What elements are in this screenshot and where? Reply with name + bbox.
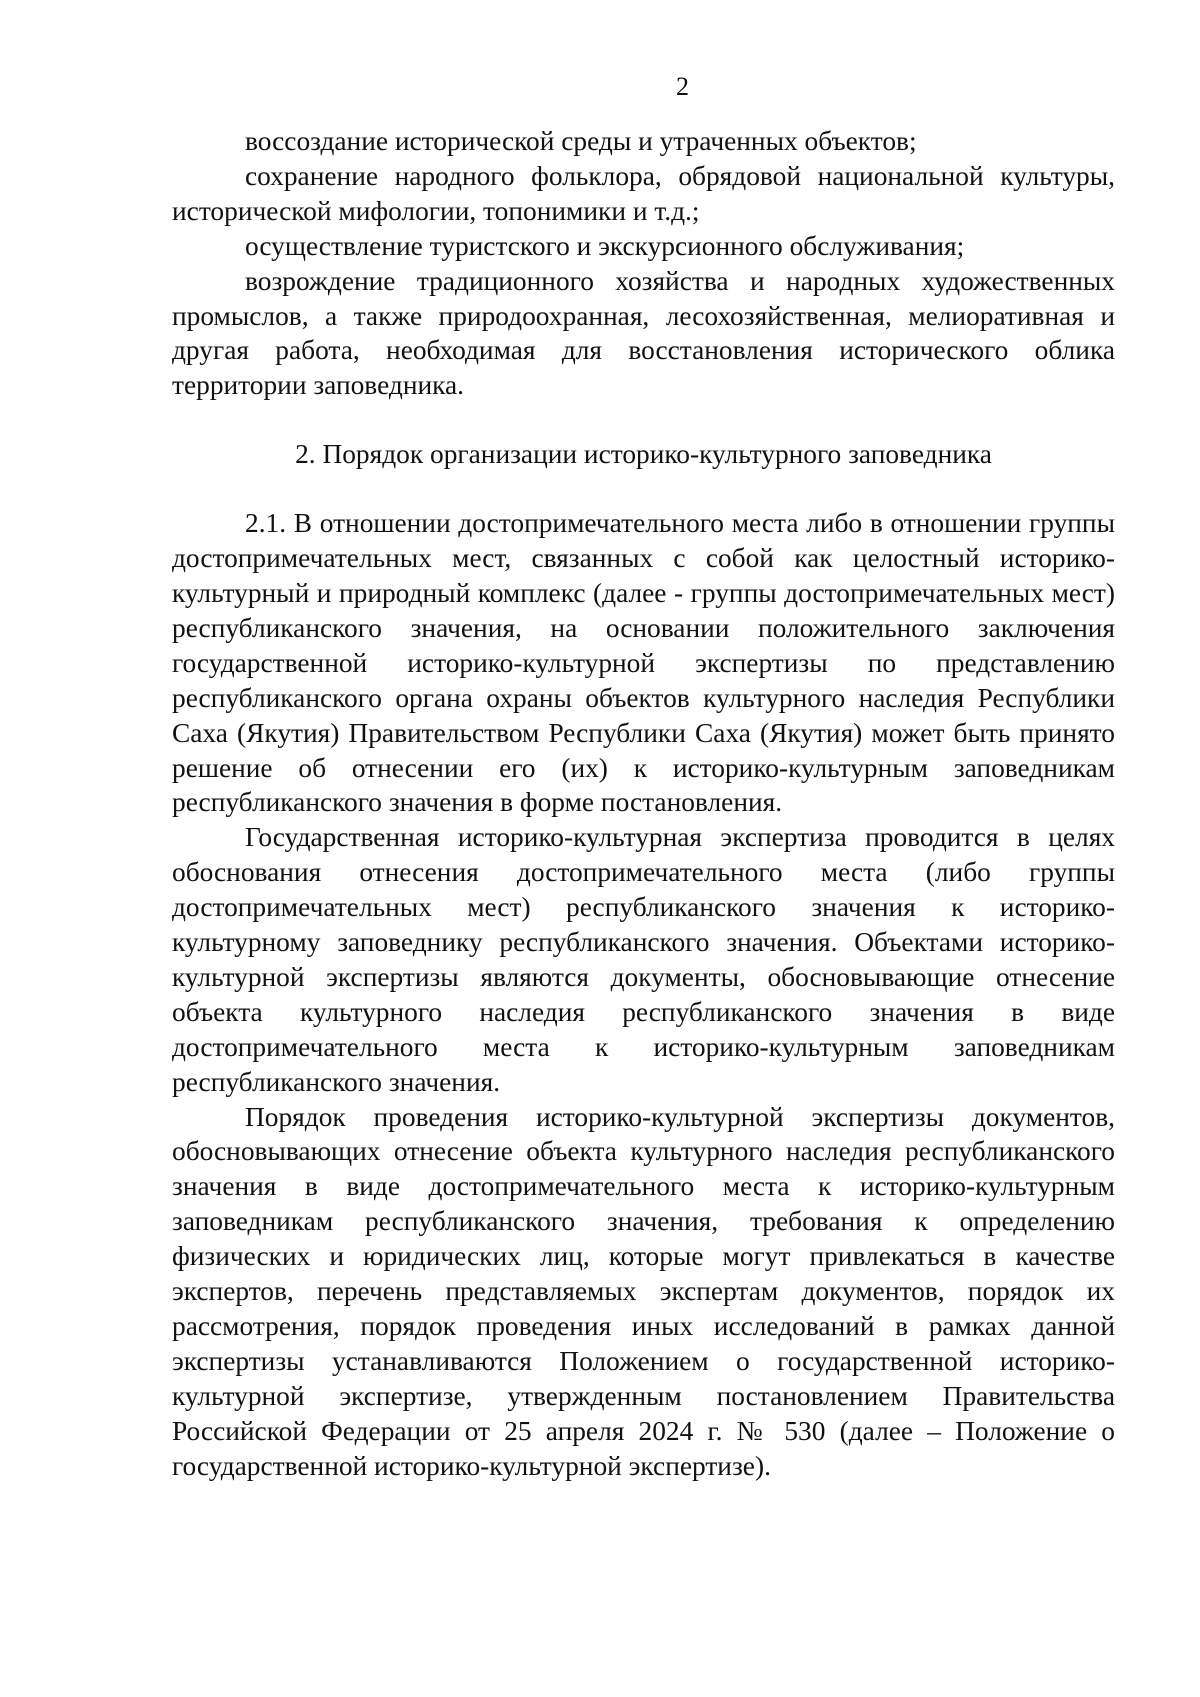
- document-body: [172, 124, 1115, 1484]
- paragraph-revival: возрождение традиционного хозяйства и народных художественных промыслов, а также природоохранная, лесохозяйственная, мелиоративная и другая работа, необходимая для восстановления исторического облика территории заповедника.: [172, 265, 1115, 401]
- paragraph-expertise-procedure: Порядок проведения историко-культурной экспертизы документов, обосновывающих отнесение объекта культурного наследия республиканского значения в виде достопримечательного места к историко-культурным заповедникам республиканского значения, требования к определению физических и юридических лиц, которые могут привлекаться в качестве экспертов, перечень представляемых экспертам документов, порядок их рассмотрения, порядок проведения иных исследований в рамках данной экспертизы устанавливаются Положением о государственной историко-культурной экспертизе, утвержденным постановлением Правительства Российской Федерации от 25 апреля 2024 г. № 530 (далее – Положение о государственной историко-культурной экспертизе).: [172, 1101, 1115, 1481]
- paragraph-expertise-purpose: Государственная историко-культурная экспертиза проводится в целях обоснования отнесения достопримечательного места (либо группы достопримечательных мест) республиканского значения к историко-культурному заповеднику республиканского значения. Объектами историко-культурной экспертизы являются документы, обосновывающие отнесение объекта культурного наследия республиканского значения в виде достопримечательного места к историко-культурным заповедникам республиканского значения.: [172, 822, 1115, 1097]
- page-number: 2: [676, 72, 689, 101]
- section-heading: 2. Порядок организации историко-культурного заповедника: [295, 439, 992, 470]
- paragraph-tourism: осуществление туристского и экскурсионного обслуживания;: [245, 230, 965, 261]
- paragraph-folklore: сохранение народного фольклора, обрядовой национальной культуры, исторической мифологии, топонимики и т.д.;: [172, 160, 1115, 226]
- paragraph-2-1: 2.1. В отношении достопримечательного места либо в отношении группы достопримечательных мест, связанных с собой как целостный историко-культурный и природный комплекс (далее - группы достопримечательных мест) республиканского значения, на основании положительного заключения государственной историко-культурной экспертизы по представлению республиканского органа охраны объектов культурного наследия Республики Саха (Якутия) Правительством Республики Саха (Якутия) может быть принято решение об отнесении его (их) к историко-культурным заповедникам республиканского значения в форме постановления.: [172, 508, 1115, 818]
- paragraph-recreation: воссоздание исторической среды и утраченных объектов;: [245, 126, 917, 156]
